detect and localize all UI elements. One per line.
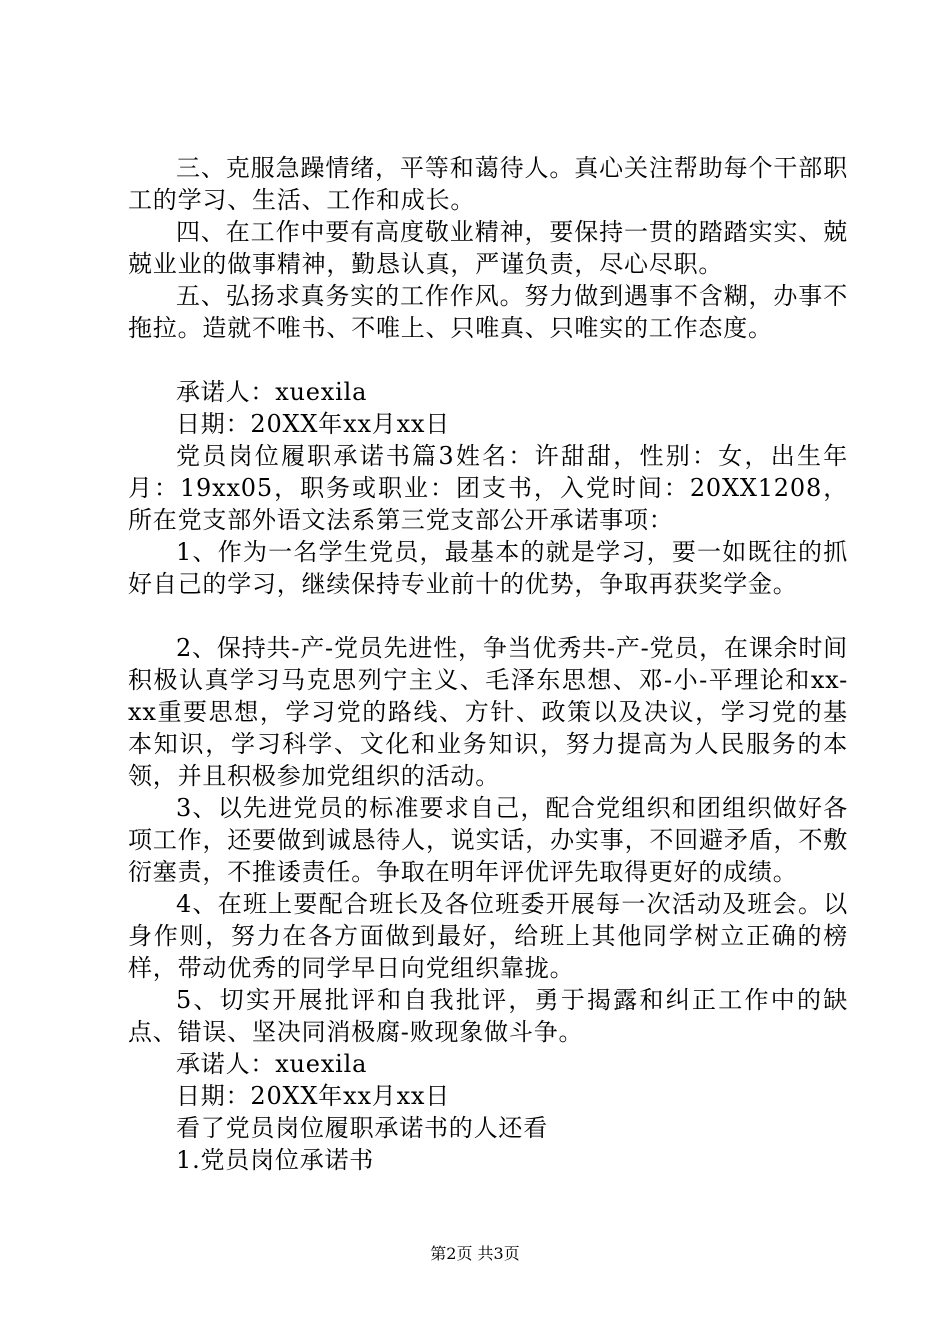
commitment-item-2: 2、保持共-产-党员先进性，争当优秀共-产-党员，在课余时间积极认真学习马克思列宁主义、毛泽东思想、邓-小-平理论和xx-xx重要思想，学习党的路线、方针、政策以及决议，学习党的基本知识，学习科学、文化和业务知识，努力提高为人民服务的本领，并且积极参加党组织的活动。 (128, 634, 848, 790)
signer-line: 承诺人：xuexila (176, 1050, 368, 1078)
paragraph-item-3: 三、克服急躁情绪，平等和蔼待人。真心关注帮助每个干部职工的学习、生活、工作和成长。 (128, 154, 848, 214)
commitment-item-3: 3、以先进党员的标准要求自己，配合党组织和团组织做好各项工作，还要做到诚恳待人，说实话，办实事，不回避矛盾，不敷衍塞责，不推诿责任。争取在明年评优评先取得更好的成绩。 (128, 794, 848, 886)
commitment-item-1: 1、作为一名学生党员，最基本的就是学习，要一如既往的抓好自己的学习，继续保持专业前十的优势，争取再获奖学金。 (128, 538, 848, 598)
date-line: 日期：20XX年xx月xx日 (176, 1082, 451, 1110)
section-heading-paragraph: 党员岗位履职承诺书篇3姓名：许甜甜，性别：女，出生年月：19xx05，职务或职业：团支书，入党时间：20XX1208，所在党支部外语文法系第三党支部公开承诺事项： (128, 442, 848, 534)
date-line: 日期：20XX年xx月xx日 (176, 410, 451, 438)
paragraph-item-5: 五、弘扬求真务实的工作作风。努力做到遇事不含糊，办事不拖拉。造就不唯书、不唯上、只唯真、只唯实的工作态度。 (128, 282, 848, 342)
paragraph-spacer (128, 600, 848, 632)
paragraph-spacer (128, 344, 848, 376)
related-link-1[interactable]: 1.党员岗位承诺书 (176, 1146, 375, 1174)
related-heading: 看了党员岗位履职承诺书的人还看 (176, 1114, 548, 1142)
signer-line: 承诺人：xuexila (176, 378, 368, 406)
commitment-item-4: 4、在班上要配合班长及各位班委开展每一次活动及班会。以身作则，努力在各方面做到最好，给班上其他同学树立正确的榜样，带动优秀的同学早日向党组织靠拢。 (128, 890, 848, 982)
document-body (128, 152, 848, 1176)
paragraph-item-4: 四、在工作中要有高度敬业精神，要保持一贯的踏踏实实、兢兢业业的做事精神，勤恳认真，严谨负责，尽心尽职。 (128, 218, 848, 278)
commitment-item-5: 5、切实开展批评和自我批评，勇于揭露和纠正工作中的缺点、错误、坚决同消极腐-败现象做斗争。 (128, 986, 848, 1046)
page-number-footer: 第2页 共3页 (430, 1244, 520, 1263)
